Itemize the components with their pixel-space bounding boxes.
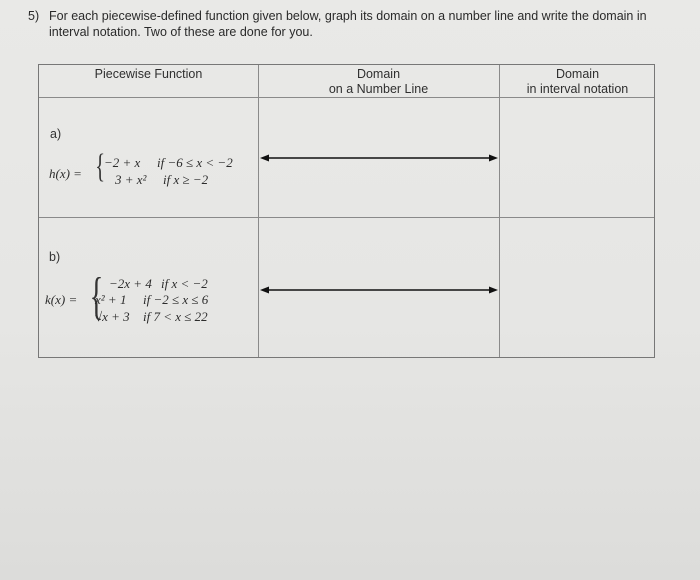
function-name-h: h(x) = [49, 166, 82, 181]
header-interval-line1: Domain [555, 67, 600, 81]
table-divider [39, 97, 654, 98]
number-line-b [258, 283, 499, 297]
piece-expr: −2 + x [104, 155, 141, 170]
brace-icon: { [95, 148, 106, 185]
piece-expr: 3 + x² [115, 172, 147, 187]
header-interval [499, 67, 656, 97]
piece-cond: if 7 < x ≤ 22 [143, 309, 208, 324]
header-interval-line2: in interval notation [526, 82, 629, 96]
table-divider [39, 217, 654, 218]
header-number-line-line1: Domain [356, 67, 401, 81]
header-function: Piecewise Function [94, 67, 203, 81]
question-text: For each piecewise-defined function given below, graph its domain on a number line and write the domain in interval notation. Two of these are done for you. [49, 9, 647, 39]
domain-table [38, 64, 655, 358]
piece-cond: if x < −2 [161, 276, 208, 291]
piece-expr: −2x + 4 [109, 276, 152, 291]
piece-cond: if x ≥ −2 [163, 172, 209, 187]
question-prompt [28, 8, 678, 40]
row-label-a: a) [50, 127, 62, 141]
piece-expr: √x + 3 [95, 309, 130, 324]
brace-icon: { [89, 268, 104, 325]
function-name-k: k(x) = [45, 292, 78, 307]
number-line-a [258, 151, 499, 165]
row-label-b: b) [49, 250, 61, 264]
header-number-line-line2: on a Number Line [328, 82, 429, 96]
piece-cond: if −6 ≤ x < −2 [157, 155, 233, 170]
table-divider [499, 65, 500, 357]
table-divider [258, 65, 259, 357]
question-number: 5) [28, 9, 40, 23]
header-number-line [258, 67, 499, 97]
piece-cond: if −2 ≤ x ≤ 6 [143, 292, 209, 307]
piece-expr: x² + 1 [95, 292, 127, 307]
